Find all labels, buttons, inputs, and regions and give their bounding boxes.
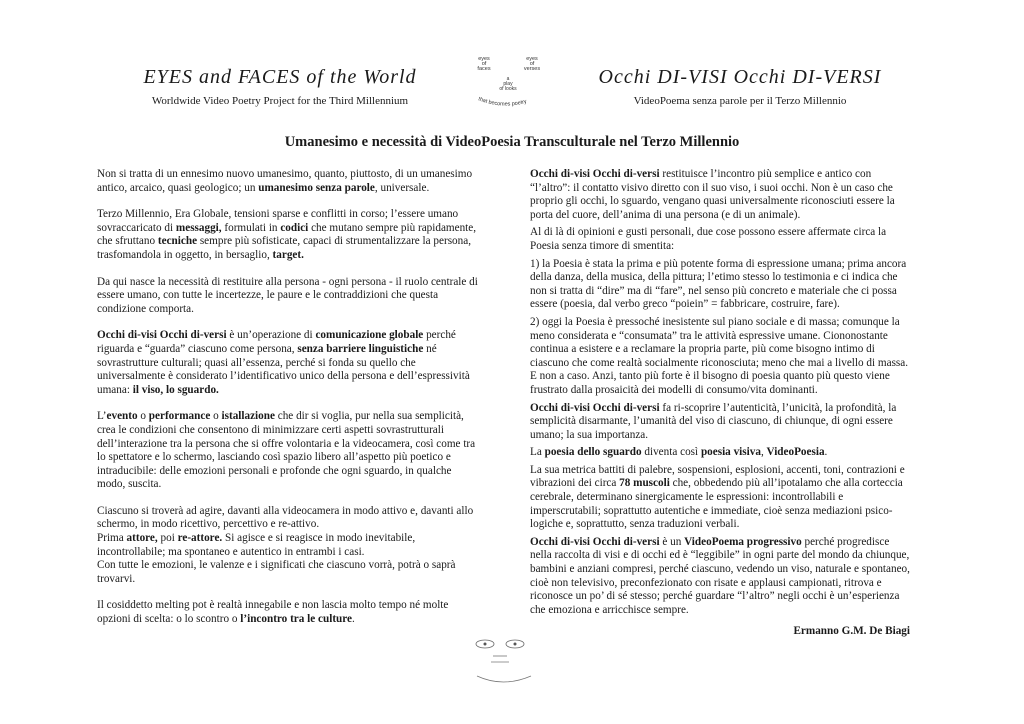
logo-text-right-2: of: [529, 61, 535, 67]
header-right-subtitle: VideoPoema senza parole per il Terzo Millennio: [633, 95, 847, 107]
logo-text-left-3: faces: [477, 66, 491, 72]
eyes-faces-logo: [470, 52, 550, 116]
header-left-title: EYES and FACES of the World: [143, 66, 417, 88]
logo-text-right-3: verses: [523, 66, 541, 72]
header-left-subtitle: Worldwide Video Poetry Project for the Third Millennium: [151, 95, 409, 107]
logo-text-mid-2: play: [503, 81, 513, 87]
document-title: Umanesimo e necessità di VideoPoesia Transculturale nel Terzo Millennio: [284, 134, 740, 150]
right-paragraph-3: 1) la Poesia è stata la prima e più potente forma di espressione umana; prima ancora della danza, della musica, della pittura; l’etimo stesso lo testimonia e ci indica che non si tratta di “dire” ma di “fare”, nel senso più concreto e materiale che ci possa essere (poesia, dal verbo greco “poiein” = fabbricare, costruire, fare).: [530, 257, 907, 311]
left-paragraph-3: Da qui nasce la necessità di restituire alla persona - ogni persona - il ruolo centrale di essere umano, con tutte le incertezze, le paure e le contraddizioni che questa condizione comporta.: [97, 275, 478, 315]
left-paragraph-2: Terzo Millennio, Era Globale, tensioni sparse e conflitti in corso; l’essere umano sovraccaricato di messaggi, formulati in codici che mutano sempre più rapidamente, che sfruttano tecniche sempre più sofisticate, capaci di strumentalizzare la persona, trasfomandola in oggetto, in bersaglio, target.: [97, 208, 477, 261]
logo-text-left-1: eyes: [478, 56, 490, 62]
right-paragraph-8: Occhi di-visi Occhi di-versi è un VideoPoema progressivo perché progredisce nella raccolta di visi e di occhi ed è “leggibile” in ogni parte del mondo da chiunque, bambini e anziani compresi, perché ciascuno, vedendo un viso, naturale e spontaneo, cioè non televisivo, preconfezionato con risate e applausi campionati, ritrova e riconosce un po’ di sé stesso; perché guardare “l’altro” negli occhi è un’esperienza che emoziona e arricchisce sempre.: [530, 535, 910, 616]
right-paragraph-4: 2) oggi la Poesia è pressoché inesistente sul piano sociale e di massa; comunque la meno considerata e “consumata” tra le attività espressive umane. Ciononostante continua a esistere e a reclamare la propria parte, più come bisogno intimo di ciascuno che come realtà socialmente riconosciuta; meno che mai a livello di massa. E non a caso. Anzi, tanto più forte è il bisogno di poesia quanto più questo viene frustrato dalla prosaicità dei modelli di consumo/vita dominanti.: [530, 315, 909, 396]
logo-text-right-1: eyes: [526, 56, 538, 62]
logo-text-left-2: of: [481, 61, 487, 67]
left-paragraph-1: Non si tratta di un ennesimo nuovo umanesimo, quanto, piuttosto, di un umanesimo antico, arcaico, quasi geologico; un umanesimo senza parole, universale.: [97, 168, 473, 194]
signature: Ermanno G.M. De Biagi: [793, 625, 910, 638]
header-right: [570, 64, 910, 108]
right-paragraph-7: La sua metrica battiti di palebre, sospensioni, esplosioni, accenti, toni, contrazioni e vibrazioni dei circa 78 muscoli che, obbedendo più all’ipotalamo che alla corteccia cerebrale, determinano sinergicamente le espressioni: incontrollabili e imperscrutabili; soprattutto autentiche e immediate, cioè senza mediazioni psico-logiche e, soprattutto, senza traduzioni verbali.: [530, 463, 905, 531]
right-paragraph-1: Occhi di-visi Occhi di-versi restituisce l’incontro più semplice e antico con “l’altro”: il contatto visivo diretto con il suo viso, i suoi occhi. Non è un caso che proprio gli occhi, lo sguardo, vengano quasi universalmente riconosciuti essere la porta del cuore, dell’anima di una persona (e di un animale).: [530, 168, 895, 221]
header-right-title: Occhi DI-VISI Occhi DI-VERSI: [598, 66, 882, 88]
left-paragraph-6: Ciascuno si troverà ad agire, davanti alla videocamera in modo attivo e, davanti allo schermo, in modo ricettivo, percettivo e re-attivo. Prima attore, poi re-attore. Si agisce e si reagisce in modo inevitabile, incontrollabile; ma spontaneo e autentico in entrambi i casi. Con tutte le emozioni, le valenze e i significati che ciascuno vorrà, potrà o saprà trovarvi.: [97, 504, 474, 585]
left-paragraph-4: Occhi di-visi Occhi di-versi è un’operazione di comunicazione globale perché riguarda e “guarda” ciascuno come persona, senza barriere linguistiche né sovrastrutture culturali; quasi all’essenza, perché si fonda su quello che universalmente è considerato l’identificativo unico della persona e dell’espressività umana: il viso, lo sguardo.: [97, 329, 470, 396]
logo-text-mid-3: of looks: [499, 86, 517, 92]
logo-arc-text: that becomes poetry: [477, 96, 528, 108]
logo-text-mid-1: a: [506, 76, 510, 82]
right-paragraph-5: Occhi di-visi Occhi di-versi fa ri-scoprire l’autenticità, l’unicità, la profondità, la semplicità disarmante, l’umanità del viso di ciascuno, di chiunque, di ogni essere umano; la sua importanza.: [530, 401, 897, 441]
left-paragraph-5: L’evento o performance o istallazione che dir si voglia, pur nella sua semplicità, crea le condizioni che consentono di minimizzare certi aspetti sovrastrutturali dell’interazione tra la persona che si offre volontaria e la videocamera, così come tra lo spettatore e lo schermo, lasciando così spazio libero all’aspetto più poetico e intraducibile: delle emozioni personali e profonde che ogni sguardo, in qualche modo, suscita.: [97, 410, 476, 491]
right-paragraph-6: La poesia dello sguardo diventa così poesia visiva, VideoPoesia.: [530, 446, 828, 459]
header-left: [100, 64, 460, 108]
left-paragraph-7: Il cosiddetto melting pot è realtà innegabile e non lascia molto tempo né molte opzioni di scelta: o lo scontro o l’incontro tra le culture.: [97, 599, 449, 626]
eyes-faces-logo-small: [465, 632, 555, 692]
right-column: [530, 168, 910, 639]
left-column: [97, 168, 479, 640]
right-paragraph-2: Al di là di opinioni e gusti personali, due cose possono essere affermate circa la Poesia senza timore di smentita:: [530, 226, 887, 252]
